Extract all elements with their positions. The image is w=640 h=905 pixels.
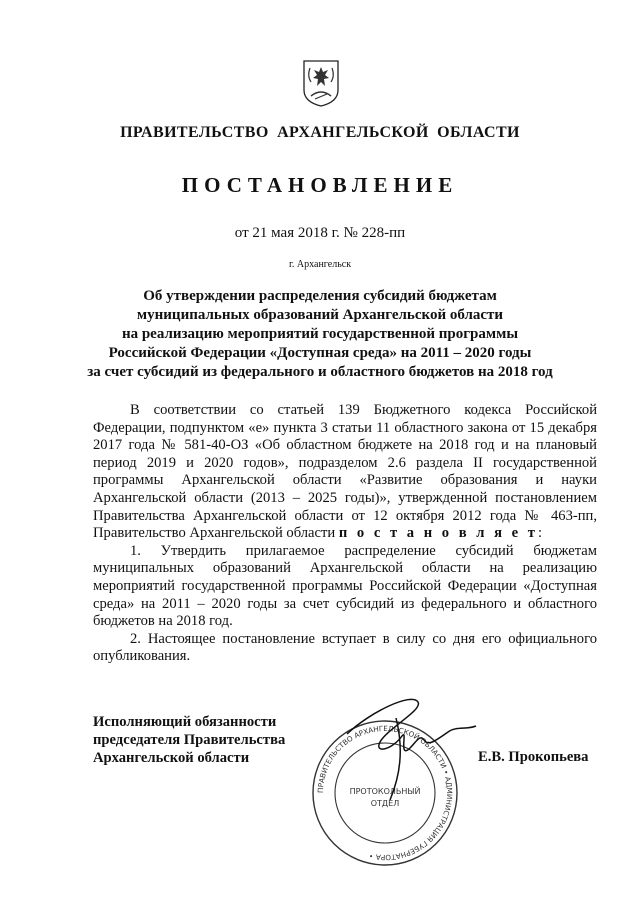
official-stamp: [292, 690, 492, 870]
stamp-center-line-1: ПРОТОКОЛЬНЫЙ: [349, 787, 421, 796]
document-body: [93, 402, 597, 666]
signatory-position: [93, 713, 285, 767]
resolves-colon: :: [537, 525, 543, 542]
position-line: Архангельской области: [93, 750, 250, 766]
position-line: председателя Правительства: [93, 732, 286, 748]
document-title: [70, 287, 570, 382]
title-line: муниципальных образований Архангельской области: [136, 307, 504, 323]
item-1-paragraph: 1. Утвердить прилагаемое распределение субсидий бюджетам муниципальных образований Архангельской области на реализацию мероприятий государственной программы Российской Федерации «Доступная среда» на 2011 – 2020 годы за счет субсидий из федерального и областного бюджетов на 2018 год.: [93, 542, 597, 630]
government-heading: ПРАВИТЕЛЬСТВО АРХАНГЕЛЬСКОЙ ОБЛАСТИ: [120, 124, 520, 141]
title-line: Об утверждении распределения субсидий бюджетам: [143, 288, 497, 304]
stamp-ring-text: ПРАВИТЕЛЬСТВО АРХАНГЕЛЬСКОЙ ОБЛАСТИ • АДМИНИСТРАЦИЯ ГУБЕРНАТОРА •: [315, 723, 455, 863]
resolves-word: п о с т а н о в л я е т: [338, 525, 538, 542]
preamble-text: В соответствии со статьей 139 Бюджетного кодекса Российской Федерации, подпунктом «е» пункта 3 статьи 11 областного закона от 15 декабря 2017 года № 581-40-ОЗ «Об областном бюджете на 2018 год и на плановый период 2019 и 2020 годов», подразделом 2.6 раздела II государственной программы Архангельской области «Развитие образования и науки Архангельской области (2013 – 2025 годы)», утвержденной постановлением Правительства Архангельской области от 12 октября 2012 года № 463-пп, Правительство Архангельской области: [93, 402, 597, 542]
preamble-paragraph: [93, 402, 597, 543]
city-label: г. Архангельск: [288, 259, 352, 270]
date-and-number: от 21 мая 2018 г. № 228-пп: [234, 225, 406, 241]
title-line: за счет субсидий из федерального и областного бюджетов на 2018 год: [87, 364, 553, 380]
title-line: на реализацию мероприятий государственной программы: [121, 326, 519, 342]
archangel-coat-of-arms-icon: [301, 58, 341, 108]
title-line: Российской Федерации «Доступная среда» на 2011 – 2020 годы: [108, 345, 532, 361]
item-2-paragraph: 2. Настоящее постановление вступает в силу со дня его официального опубликования.: [93, 630, 597, 665]
position-line: Исполняющий обязанности: [93, 714, 277, 730]
stamp-center-line-2: ОТДЕЛ: [370, 799, 400, 808]
document-type-heading: ПОСТАНОВЛЕНИЕ: [181, 173, 459, 197]
signatory-name: Е.В. Прокопьева: [478, 749, 589, 765]
